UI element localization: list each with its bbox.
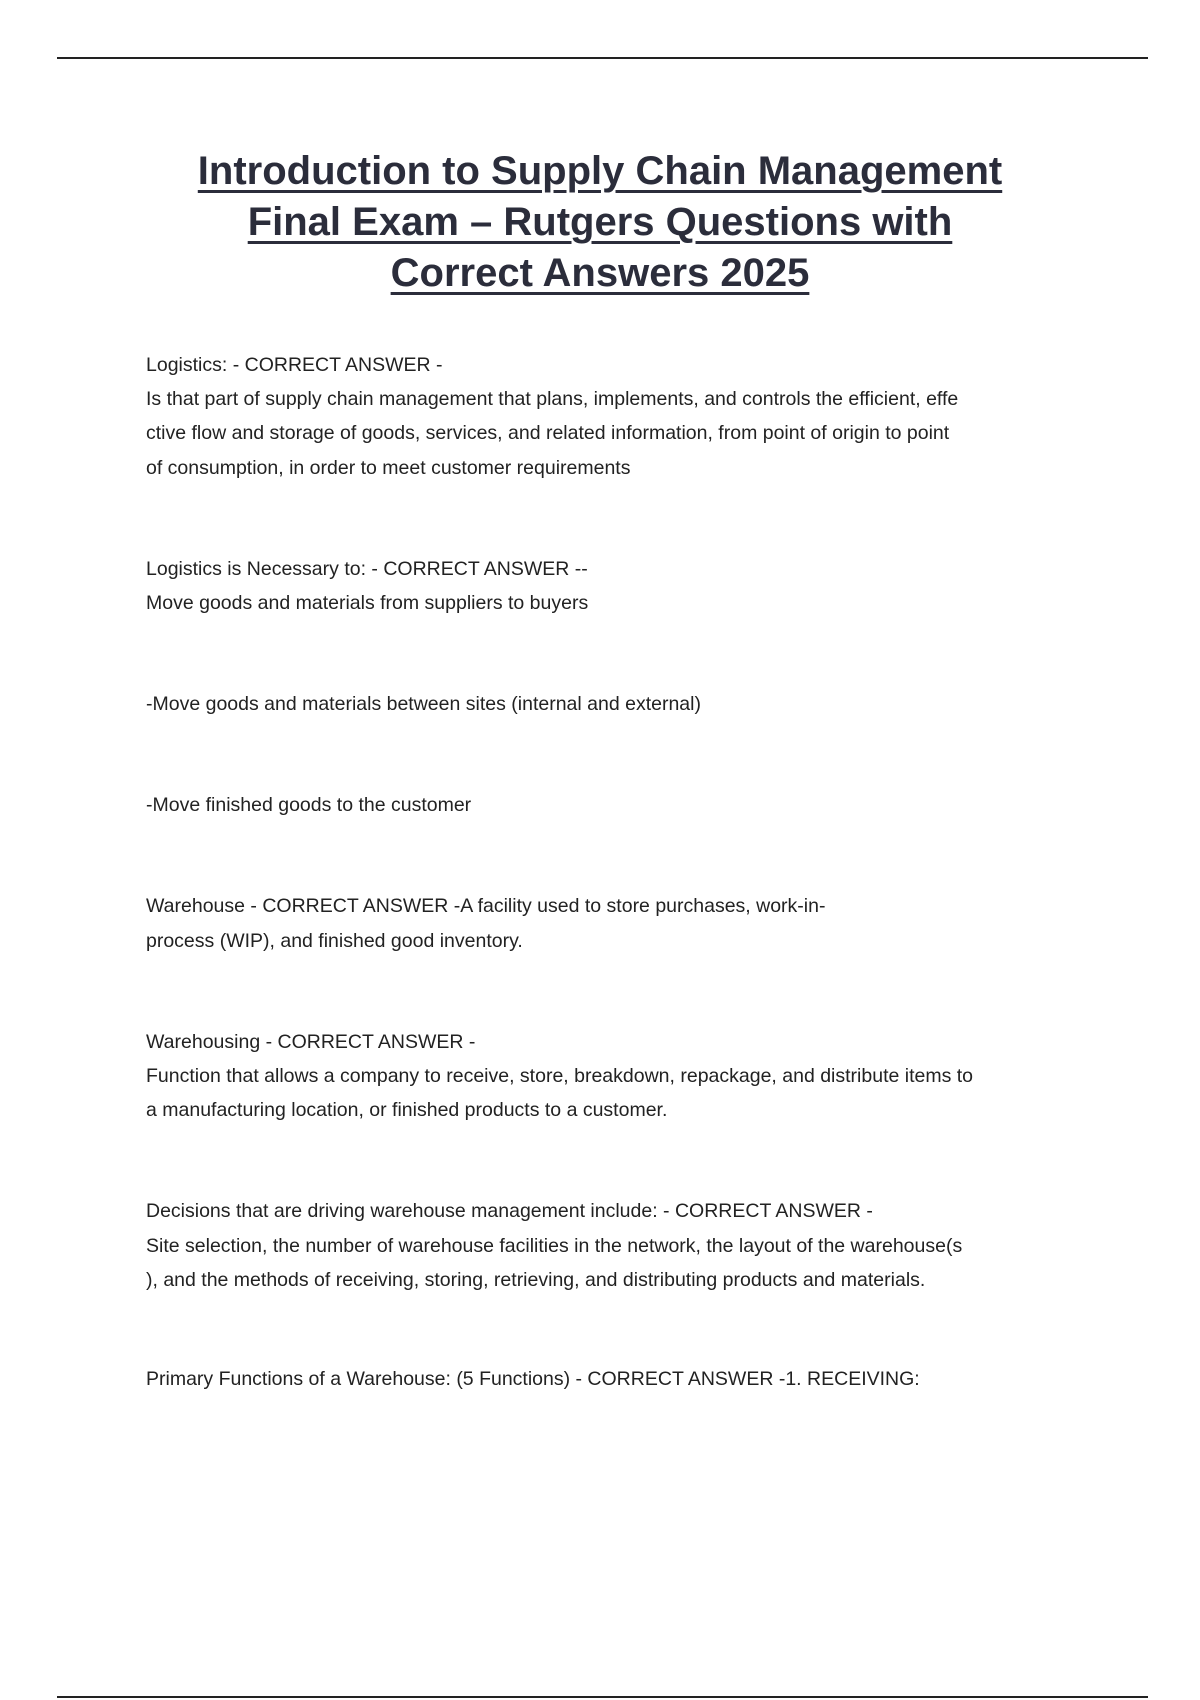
- answer-line: a manufacturing location, or finished products to a customer.: [146, 1099, 668, 1121]
- answer-line: -Move finished goods to the customer: [146, 794, 472, 816]
- title-line-3: Correct Answers 2025: [390, 251, 810, 295]
- question-decisions: Decisions that are driving warehouse management include: - CORRECT ANSWER -: [146, 1200, 873, 1222]
- answer-line: ctive flow and storage of goods, services, and related information, from point of origin to point: [146, 422, 950, 444]
- question-warehouse: Warehouse - CORRECT ANSWER -A facility used to store purchases, work-in-: [146, 895, 826, 917]
- document-title: [0, 146, 1200, 299]
- answer-line: process (WIP), and finished good inventory.: [146, 930, 523, 952]
- question-logistics-necessary: Logistics is Necessary to: - CORRECT ANSWER --: [146, 558, 588, 580]
- answer-line: Function that allows a company to receive, store, breakdown, repackage, and distribute items to: [146, 1065, 974, 1087]
- question-warehousing: Warehousing - CORRECT ANSWER -: [146, 1031, 476, 1053]
- question-logistics: Logistics: - CORRECT ANSWER -: [146, 354, 443, 376]
- answer-line: Site selection, the number of warehouse facilities in the network, the layout of the warehouse(s: [146, 1235, 963, 1257]
- answer-line: Move goods and materials from suppliers to buyers: [146, 592, 589, 614]
- answer-line: ), and the methods of receiving, storing, retrieving, and distributing products and materials.: [146, 1269, 926, 1291]
- answer-line: of consumption, in order to meet customer requirements: [146, 457, 631, 479]
- title-line-2: Final Exam – Rutgers Questions with: [247, 200, 953, 244]
- top-rule: [57, 57, 1148, 59]
- bottom-rule: [57, 1696, 1148, 1698]
- question-primary-functions: Primary Functions of a Warehouse: (5 Functions) - CORRECT ANSWER -1. RECEIVING:: [146, 1368, 920, 1390]
- answer-line: Is that part of supply chain management that plans, implements, and controls the efficient, effe: [146, 388, 959, 410]
- answer-line: -Move goods and materials between sites (internal and external): [146, 693, 701, 715]
- title-line-1: Introduction to Supply Chain Management: [197, 149, 1003, 193]
